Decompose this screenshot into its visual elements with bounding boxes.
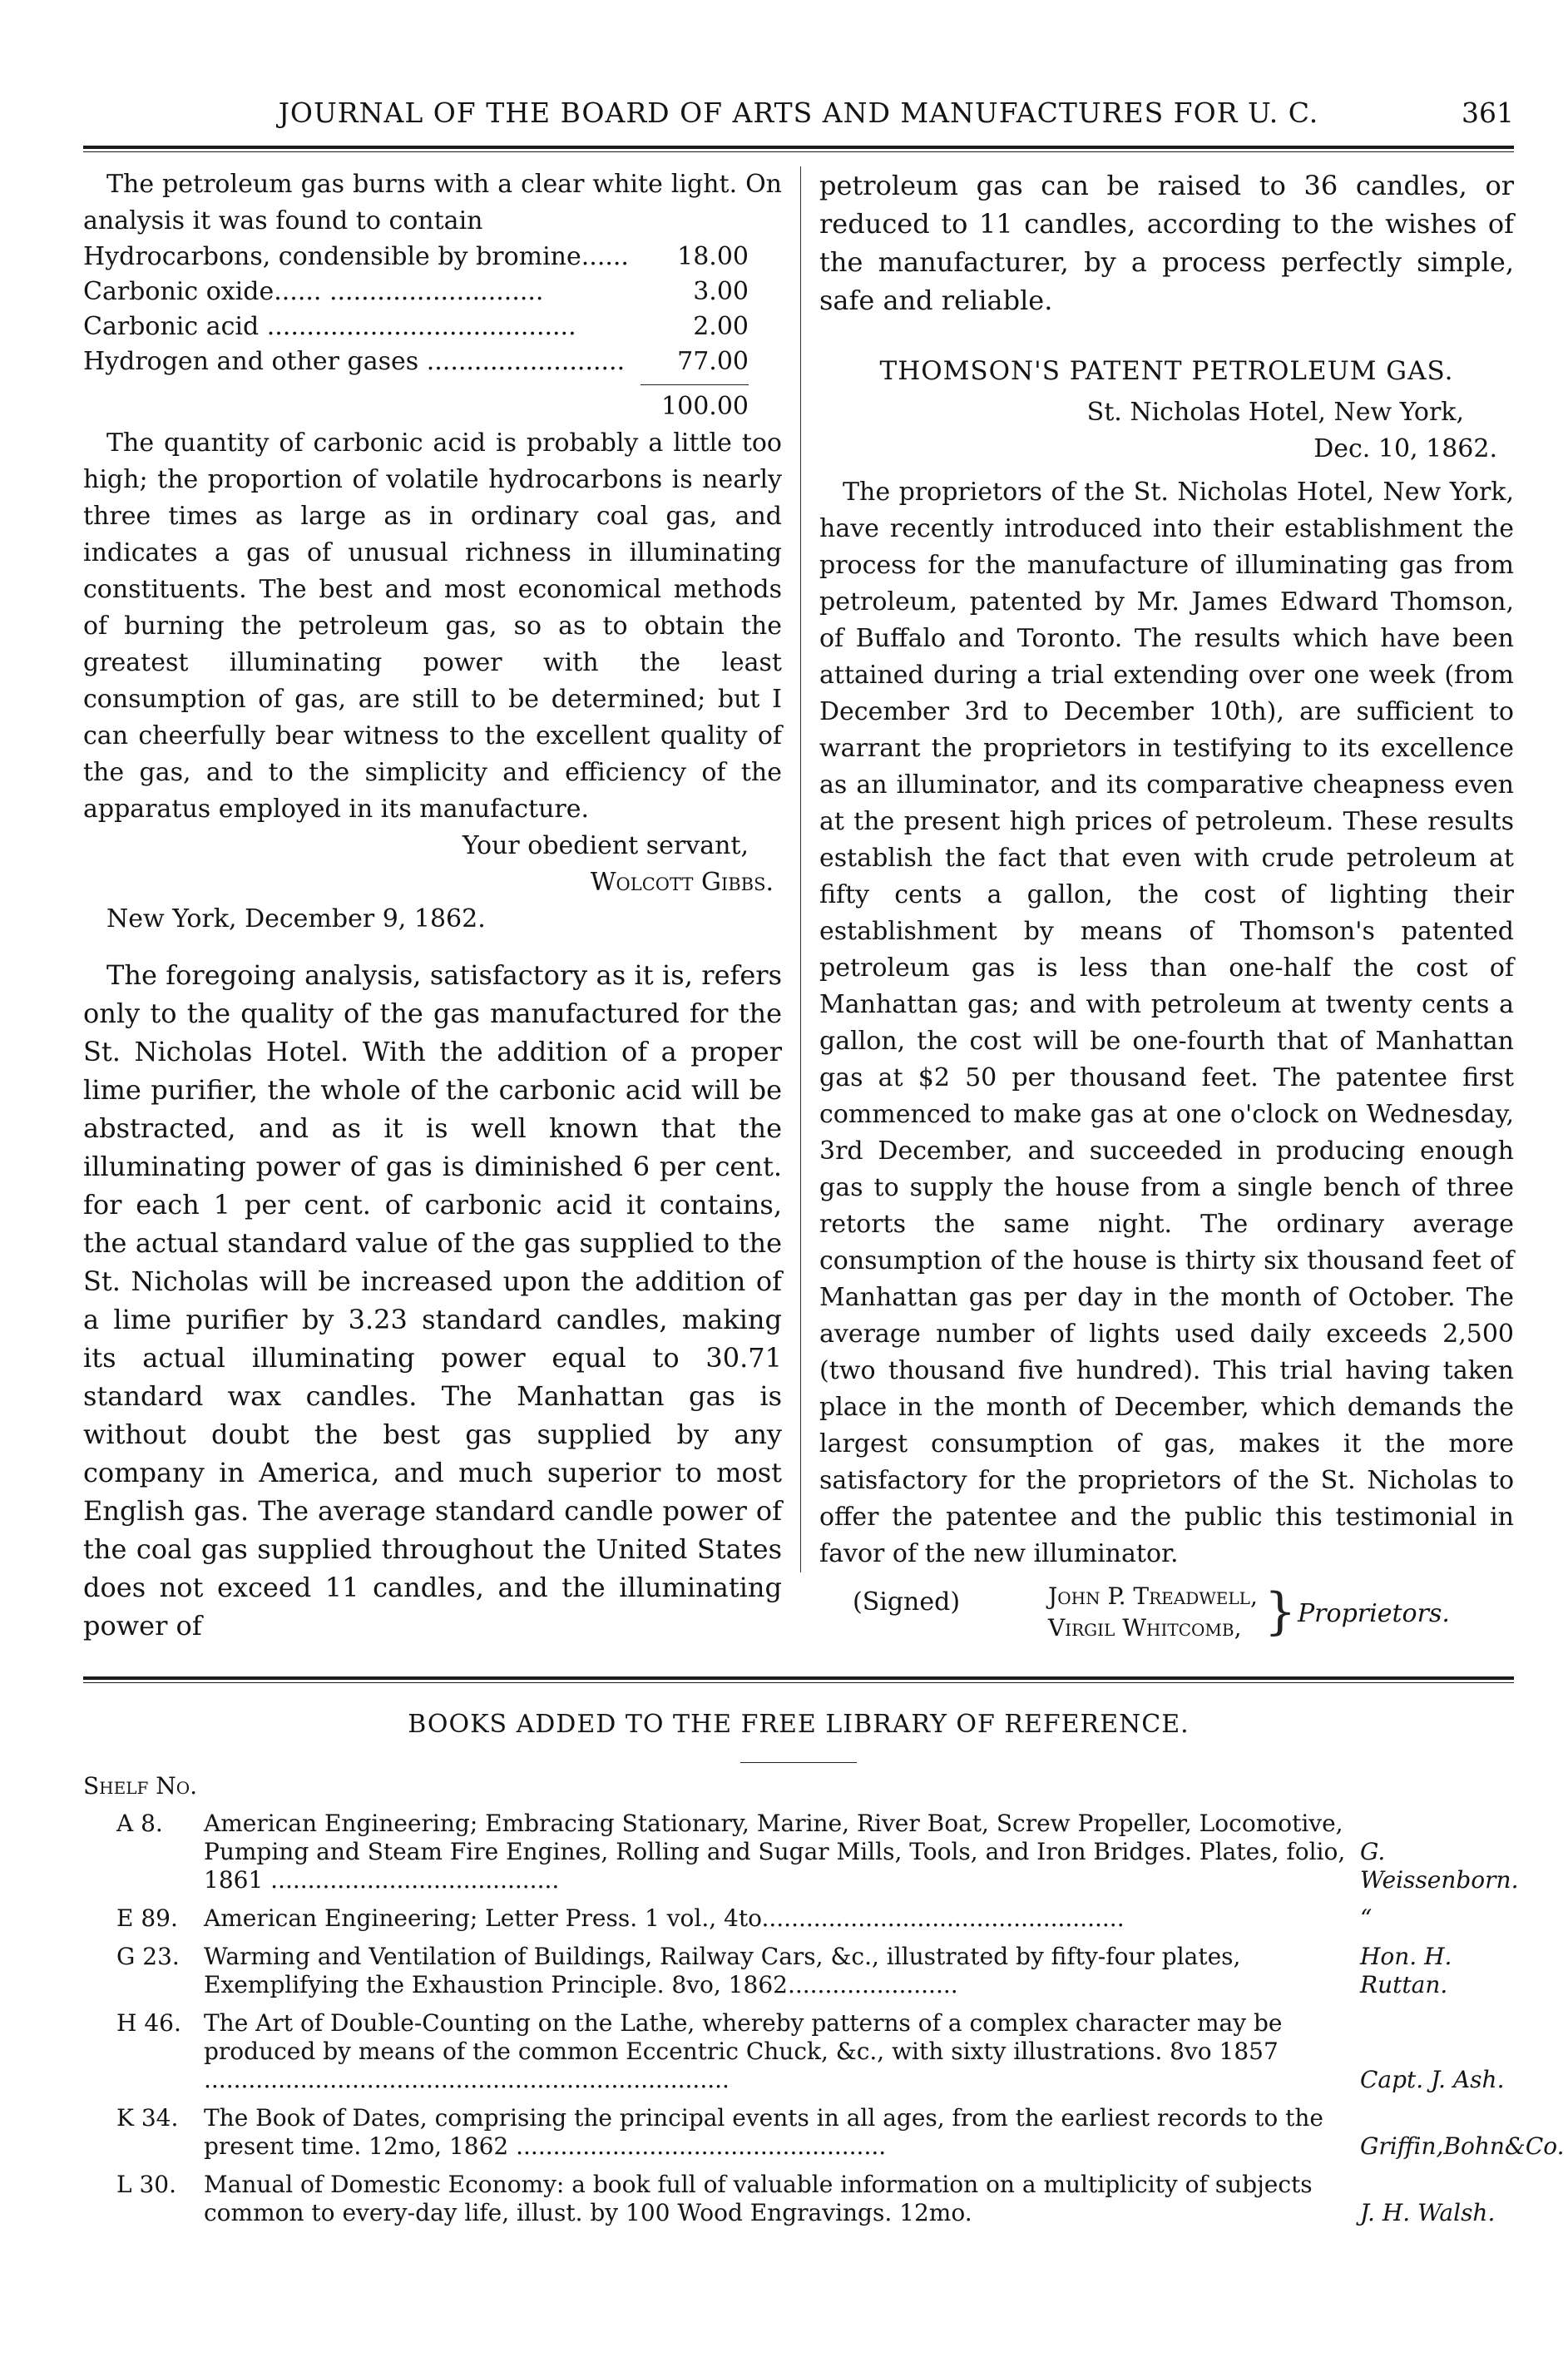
journal-title: JOURNAL OF THE BOARD OF ARTS AND MANUFACTURES FOR U. C. (278, 97, 1319, 129)
running-head (83, 90, 1514, 136)
analysis-value: 3.00 (693, 277, 749, 306)
closing: Your obedient servant, (462, 831, 749, 860)
donor: G. Weissenborn. (1360, 1838, 1519, 1894)
analysis-value: 77.00 (677, 347, 749, 376)
donor: Capt. J. Ash. (1360, 2066, 1505, 2093)
donor: Griffin,Bohn&Co. (1360, 2132, 1565, 2160)
analysis-intro: The petroleum gas burns with a clear white light. On analysis it was found to contain (83, 170, 782, 235)
donor: J. H. Walsh. (1360, 2199, 1496, 2226)
place-line: St. Nicholas Hotel, New York, (1086, 398, 1464, 427)
list-item (83, 1904, 1514, 1933)
header-rule-thin (83, 151, 1514, 152)
signatories (1048, 1581, 1258, 1644)
paragraph: The foregoing analysis, satisfactory as it is, refers only to the quality of the gas manufactured for the St. Nicholas Hotel. With the addition of a proper lime purifier, the whole of the carbonic acid will be abstracted, and as it is well known that the illuminating power of gas is diminished 6 per cent. for each 1 per cent. of carbonic acid it contains, the actual standard value of the gas supplied to the St. Nicholas will be increased upon the addition of a lime purifier by 3.23 standard candles, making its actual illuminating power equal to 30.71 standard wax candles. The Manhattan gas is without doubt the best gas supplied by any company in America, and much superior to most English gas. The average standard candle power of the coal gas supplied throughout the United States does not exceed 11 candles, and the illuminating power of (83, 959, 782, 1642)
table-row (83, 344, 749, 379)
section-heading: THOMSON'S PATENT PETROLEUM GAS. (879, 356, 1454, 386)
shelf-number: H 46. (116, 2009, 181, 2037)
signatory-role: Proprietors. (1298, 1599, 1450, 1628)
analysis-label: Carbonic acid ....................................... (83, 312, 576, 341)
book-title: The Book of Dates, comprising the principal events in all ages, from the earliest records to the present time. 12mo, 1862 .................................................. (204, 2104, 1323, 2160)
paragraph: The proprietors of the St. Nicholas Hotel, New York, have recently introduced into their establishment the process for the manufacture of illuminating gas from petroleum, patented by Mr. James Edward Thomson, of Buffalo and Toronto. The results which have been attained during a trial extending over one week (from December 3rd to December 10th), are sufficient to warrant the proprietors in testifying to its excellence as an illuminator, and its comparative cheapness even at the present high prices of petroleum. These results establish the fact that even with crude petroleum at fifty cents a gallon, the cost of lighting their establishment by means of Thomson's patented petroleum gas is less than one-half the cost of Manhattan gas; and with petroleum at twenty cents a gallon, the cost will be one-fourth that of Manhattan gas at $2 50 per thousand feet. The patentee first commenced to make gas at one o'clock on Wednesday, 3rd December, and succeeded in producing enough gas to supply the house from a single bench of three retorts the same night. The ordinary average consumption of the house is thirty six thousand feet of Manhattan gas per day in the month of October. The average number of lights used daily exceeds 2,500 (two thousand five hundred). This trial having taken place in the month of December, which demands the largest consumption of gas, makes it the more satisfactory for the proprietors of the St. Nicholas to offer the patentee and the public this testimonial in favor of the new illuminator. (819, 478, 1514, 1568)
list-item (83, 2009, 1514, 2094)
donor: Hon. H. Ruttan. (1360, 1943, 1452, 1998)
books-heading: BOOKS ADDED TO THE FREE LIBRARY OF REFERENCE. (408, 1710, 1190, 1739)
analysis-value: 2.00 (693, 312, 749, 341)
analysis-label: Carbonic oxide...... ........................... (83, 277, 544, 306)
brace-icon: } (1264, 1582, 1297, 1641)
list-item (83, 1810, 1519, 1894)
section-rule-thin (83, 1682, 1514, 1683)
header-rule (83, 146, 1514, 149)
analysis-table (83, 240, 749, 379)
list-item (83, 2104, 1565, 2161)
letter-date: New York, December 9, 1862. (106, 904, 486, 933)
shelf-number: K 34. (116, 2104, 179, 2132)
heading-underline (740, 1762, 857, 1763)
page-number: 361 (1462, 97, 1514, 129)
book-title: Manual of Domestic Economy: a book full of valuable information on a multiplicity of subjects common to every-day life, illust. by 100 Wood Engravings. 12mo. (204, 2171, 1313, 2226)
signatory: John P. Treadwell, (1048, 1582, 1258, 1610)
book-title: The Art of Double-Counting on the Lathe, whereby patterns of a complex character may be produced by means of the common Eccentric Chuck, &c., with sixty illustrations. 8vo 1857 ....................................................................... (204, 2009, 1283, 2093)
analysis-label: Hydrocarbons, condensible by bromine...... (83, 242, 629, 271)
section-rule (83, 1676, 1514, 1680)
book-title: American Engineering; Letter Press. 1 vol., 4to................................................. (204, 1904, 1125, 1932)
paragraph: The quantity of carbonic acid is probably a little too high; the proportion of volatile hydrocarbons is nearly three times as large as in ordinary coal gas, and indicates a gas of unusual richness in illuminating constituents. The best and most economical methods of burning the petroleum gas, so as to obtain the greatest illuminating power with the least consumption of gas, are still to be determined; but I can cheerfully bear witness to the excellent quality of the gas, and to the simplicity and efficiency of the apparatus employed in its manufacture. (83, 428, 782, 824)
analysis-value: 18.00 (677, 242, 749, 271)
book-title: American Engineering; Embracing Stationary, Marine, River Boat, Screw Propeller, Locomotive, Pumping and Steam Fire Engines, Rolling and Sugar Mills, Tools, and Iron Bridges. Plates, folio, 1861 ....................................... (204, 1810, 1346, 1894)
signature-block (819, 1581, 1514, 1647)
right-column (819, 166, 1514, 1642)
left-column (83, 166, 782, 1642)
donor: “ (1360, 1904, 1373, 1932)
signatory: Virgil Whitcomb, (1048, 1614, 1242, 1642)
column-divider (800, 166, 801, 1572)
list-item (83, 2171, 1514, 2227)
books-list (83, 1810, 1565, 2237)
book-title: Warming and Ventilation of Buildings, Railway Cars, &c., illustrated by fifty-four plates, Exemplifying the Exhaustion Principle. 8vo, 1862....................... (204, 1943, 1241, 1998)
table-row (83, 310, 749, 344)
shelf-number: A 8. (116, 1810, 163, 1837)
shelf-number: G 23. (116, 1943, 180, 1970)
date-line: Dec. 10, 1862. (1313, 434, 1497, 463)
paragraph-continued: petroleum gas can be raised to 36 candles, or reduced to 11 candles, according to the wishes of the manufacturer, by a process perfectly simple, safe and reliable. (819, 170, 1514, 316)
list-item (83, 1943, 1514, 1999)
signed-label: (Signed) (853, 1587, 961, 1617)
table-row (83, 240, 749, 275)
sum-rule (641, 384, 749, 385)
shelf-label: Shelf No. (83, 1772, 198, 1800)
signer-name: Wolcott Gibbs. (590, 868, 774, 897)
shelf-number: L 30. (116, 2171, 177, 2198)
analysis-total: 100.00 (661, 392, 749, 421)
table-row (83, 275, 749, 310)
shelf-number: E 89. (116, 1904, 178, 1932)
analysis-label: Hydrogen and other gases ......................... (83, 347, 626, 376)
